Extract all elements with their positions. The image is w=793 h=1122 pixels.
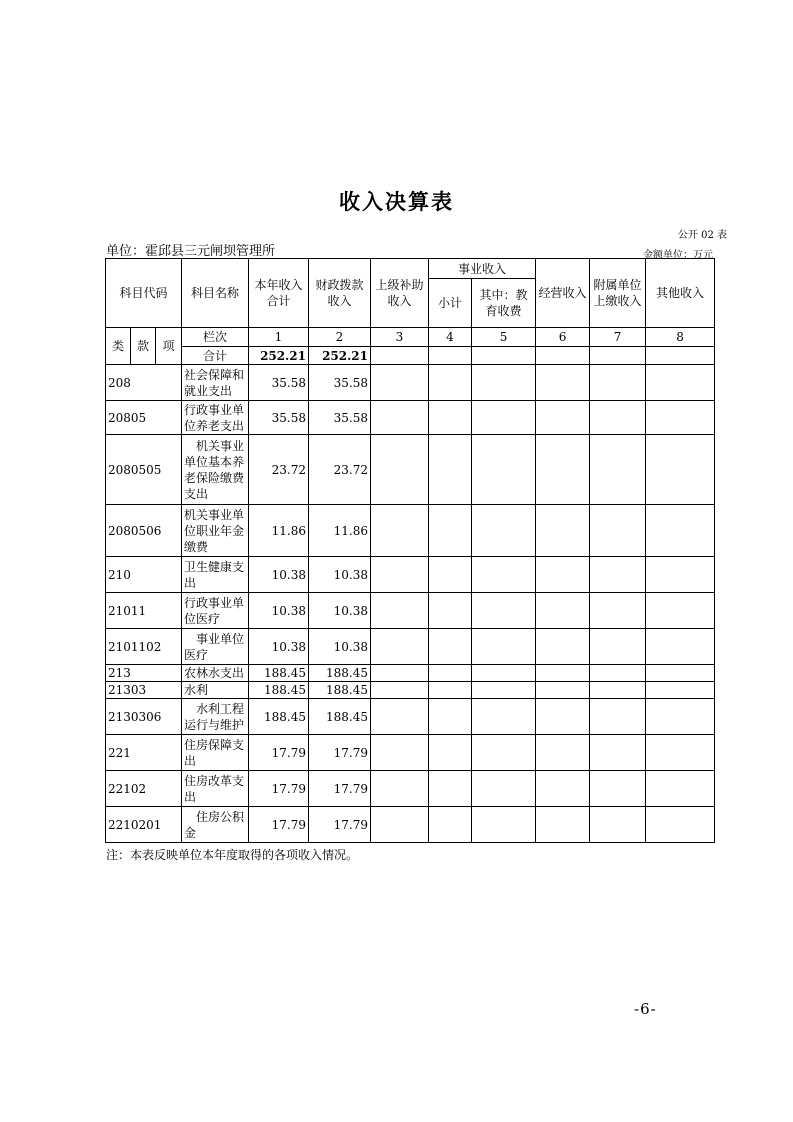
empty-cell (371, 699, 429, 735)
page-number: -6- (634, 1000, 657, 1018)
table-row (106, 735, 715, 771)
empty-cell (429, 682, 472, 699)
empty-cell (590, 665, 646, 682)
empty-cell (536, 665, 590, 682)
table-row (106, 699, 715, 735)
data-rows (106, 365, 715, 843)
row-name: 卫生健康支出 (182, 557, 249, 593)
empty-cell (472, 435, 536, 505)
empty-cell (536, 401, 590, 435)
row-name: 住房保障支出 (182, 735, 249, 771)
row-fiscal: 11.86 (309, 505, 371, 557)
row-total-income: 188.45 (249, 682, 309, 699)
empty-cell (646, 435, 715, 505)
row-fiscal: 17.79 (309, 771, 371, 807)
table-row (106, 807, 715, 843)
empty-cell (371, 771, 429, 807)
row-code: 2210201 (106, 807, 182, 843)
table-row (106, 435, 715, 505)
empty-cell (371, 682, 429, 699)
row-code: 208 (106, 365, 182, 401)
row-total-income: 10.38 (249, 629, 309, 665)
empty-cell (536, 505, 590, 557)
empty-cell (536, 807, 590, 843)
empty-cell (371, 505, 429, 557)
col-number: 5 (472, 328, 536, 347)
empty-cell (590, 557, 646, 593)
empty-cell (536, 771, 590, 807)
header-lanci: 栏次 (182, 328, 249, 347)
empty-cell (646, 807, 715, 843)
row-fiscal: 10.38 (309, 629, 371, 665)
total-row (106, 347, 715, 365)
empty-cell (590, 435, 646, 505)
empty-cell (429, 807, 472, 843)
empty-cell (472, 593, 536, 629)
row-code: 20805 (106, 401, 182, 435)
header-other: 其他收入 (646, 259, 715, 328)
row-total-income: 17.79 (249, 807, 309, 843)
row-fiscal: 23.72 (309, 435, 371, 505)
empty-cell (371, 435, 429, 505)
row-fiscal: 17.79 (309, 807, 371, 843)
table-row (106, 665, 715, 682)
row-code: 210 (106, 557, 182, 593)
empty-cell (429, 665, 472, 682)
empty-cell (646, 699, 715, 735)
header-row-1 (106, 259, 715, 279)
header-superior: 上级补助收入 (371, 259, 429, 328)
row-total-income: 188.45 (249, 699, 309, 735)
row-name: 事业单位医疗 (182, 629, 249, 665)
col-number: 2 (309, 328, 371, 347)
empty-cell (472, 505, 536, 557)
empty-cell (371, 629, 429, 665)
empty-cell (590, 401, 646, 435)
empty-cell (371, 807, 429, 843)
row-name: 机关事业单位基本养老保险缴费支出 (182, 435, 249, 505)
empty-cell (646, 682, 715, 699)
empty-cell (472, 735, 536, 771)
empty-cell (536, 435, 590, 505)
table-row (106, 505, 715, 557)
row-name: 水利 (182, 682, 249, 699)
row-fiscal: 35.58 (309, 365, 371, 401)
header-business: 事业收入 (429, 259, 536, 279)
unit-label: 单位：霍邱县三元闸坝管理所 (106, 244, 276, 259)
table-row (106, 593, 715, 629)
header-fiscal: 财政拨款收入 (309, 259, 371, 328)
row-total-income: 23.72 (249, 435, 309, 505)
empty-cell (646, 665, 715, 682)
empty-cell (536, 629, 590, 665)
empty-cell (646, 557, 715, 593)
col-number: 3 (371, 328, 429, 347)
empty-cell (590, 505, 646, 557)
empty-cell (536, 557, 590, 593)
row-total-income: 10.38 (249, 557, 309, 593)
empty-cell (429, 629, 472, 665)
empty-cell (429, 699, 472, 735)
row-fiscal: 10.38 (309, 557, 371, 593)
empty-cell (536, 365, 590, 401)
table-row (106, 557, 715, 593)
col-number: 1 (249, 328, 309, 347)
header-xiang: 项 (156, 328, 182, 365)
table-row (106, 629, 715, 665)
total-label: 合计 (182, 347, 249, 365)
empty-cell (429, 557, 472, 593)
row-name: 行政事业单位养老支出 (182, 401, 249, 435)
empty-cell (429, 505, 472, 557)
row-fiscal: 35.58 (309, 401, 371, 435)
amount-unit: 金额单位：万元 (643, 250, 713, 261)
empty-cell (429, 365, 472, 401)
header-name: 科目名称 (182, 259, 249, 328)
row-total-income: 188.45 (249, 665, 309, 682)
row-total-income: 11.86 (249, 505, 309, 557)
empty-cell (646, 365, 715, 401)
empty-cell (590, 682, 646, 699)
empty-cell (429, 593, 472, 629)
row-total-income: 17.79 (249, 735, 309, 771)
empty-cell (429, 401, 472, 435)
total-fiscal-value: 252.21 (309, 347, 371, 365)
empty-cell (590, 807, 646, 843)
empty-cell (536, 735, 590, 771)
row-code: 21011 (106, 593, 182, 629)
col-number: 4 (429, 328, 472, 347)
table-row (106, 682, 715, 699)
table-row (106, 771, 715, 807)
col-number: 8 (646, 328, 715, 347)
empty-cell (371, 557, 429, 593)
empty-cell (646, 593, 715, 629)
col-number: 6 (536, 328, 590, 347)
table-row (106, 401, 715, 435)
empty-cell (472, 401, 536, 435)
empty-cell (472, 629, 536, 665)
empty-cell (646, 505, 715, 557)
table-note: 注：本表反映单位本年度取得的各项收入情况。 (106, 848, 359, 862)
row-fiscal: 188.45 (309, 682, 371, 699)
row-code: 2101102 (106, 629, 182, 665)
empty-cell (472, 665, 536, 682)
row-code: 21303 (106, 682, 182, 699)
empty-cell (536, 593, 590, 629)
row-name: 住房改革支出 (182, 771, 249, 807)
empty-cell (472, 365, 536, 401)
row-code: 2080505 (106, 435, 182, 505)
row-name: 住房公积金 (182, 807, 249, 843)
row-code: 22102 (106, 771, 182, 807)
row-name: 水利工程运行与维护 (182, 699, 249, 735)
empty-cell (429, 435, 472, 505)
row-code: 2130306 (106, 699, 182, 735)
empty-cell (590, 699, 646, 735)
header-education: 其中：教育收费 (472, 279, 536, 328)
empty-cell (646, 629, 715, 665)
empty-cell (472, 557, 536, 593)
form-number: 公开 02 表 (677, 230, 727, 241)
empty-cell (590, 593, 646, 629)
column-number-row (106, 328, 715, 347)
header-subtotal: 小计 (429, 279, 472, 328)
empty-cell (371, 593, 429, 629)
row-total-income: 35.58 (249, 401, 309, 435)
empty-cell (590, 629, 646, 665)
empty-cell (590, 735, 646, 771)
empty-cell (371, 665, 429, 682)
header-affiliated: 附属单位上缴收入 (590, 259, 646, 328)
row-fiscal: 17.79 (309, 735, 371, 771)
col-number: 7 (590, 328, 646, 347)
empty-cell (590, 771, 646, 807)
row-total-income: 35.58 (249, 365, 309, 401)
empty-cell (429, 735, 472, 771)
header-lei: 类 (106, 328, 131, 365)
row-name: 机关事业单位职业年金缴费 (182, 505, 249, 557)
header-operating: 经营收入 (536, 259, 590, 328)
row-fiscal: 188.45 (309, 665, 371, 682)
page-title: 收入决算表 (339, 189, 454, 214)
row-code: 2080506 (106, 505, 182, 557)
empty-cell (646, 401, 715, 435)
row-code: 221 (106, 735, 182, 771)
row-total-income: 10.38 (249, 593, 309, 629)
total-income-value: 252.21 (249, 347, 309, 365)
empty-cell (536, 699, 590, 735)
row-fiscal: 188.45 (309, 699, 371, 735)
empty-cell (429, 771, 472, 807)
empty-cell (646, 735, 715, 771)
table-row (106, 365, 715, 401)
header-total-income: 本年收入合计 (249, 259, 309, 328)
empty-cell (536, 682, 590, 699)
empty-cell (371, 735, 429, 771)
row-fiscal: 10.38 (309, 593, 371, 629)
row-code: 213 (106, 665, 182, 682)
row-name: 社会保障和就业支出 (182, 365, 249, 401)
row-name: 农林水支出 (182, 665, 249, 682)
empty-cell (472, 699, 536, 735)
empty-cell (371, 401, 429, 435)
row-name: 行政事业单位医疗 (182, 593, 249, 629)
empty-cell (590, 365, 646, 401)
empty-cell (472, 807, 536, 843)
row-total-income: 17.79 (249, 771, 309, 807)
empty-cell (472, 682, 536, 699)
empty-cell (472, 771, 536, 807)
empty-cell (646, 771, 715, 807)
header-kuan: 款 (131, 328, 156, 365)
income-table (105, 258, 715, 843)
header-code: 科目代码 (106, 259, 182, 328)
empty-cell (371, 365, 429, 401)
